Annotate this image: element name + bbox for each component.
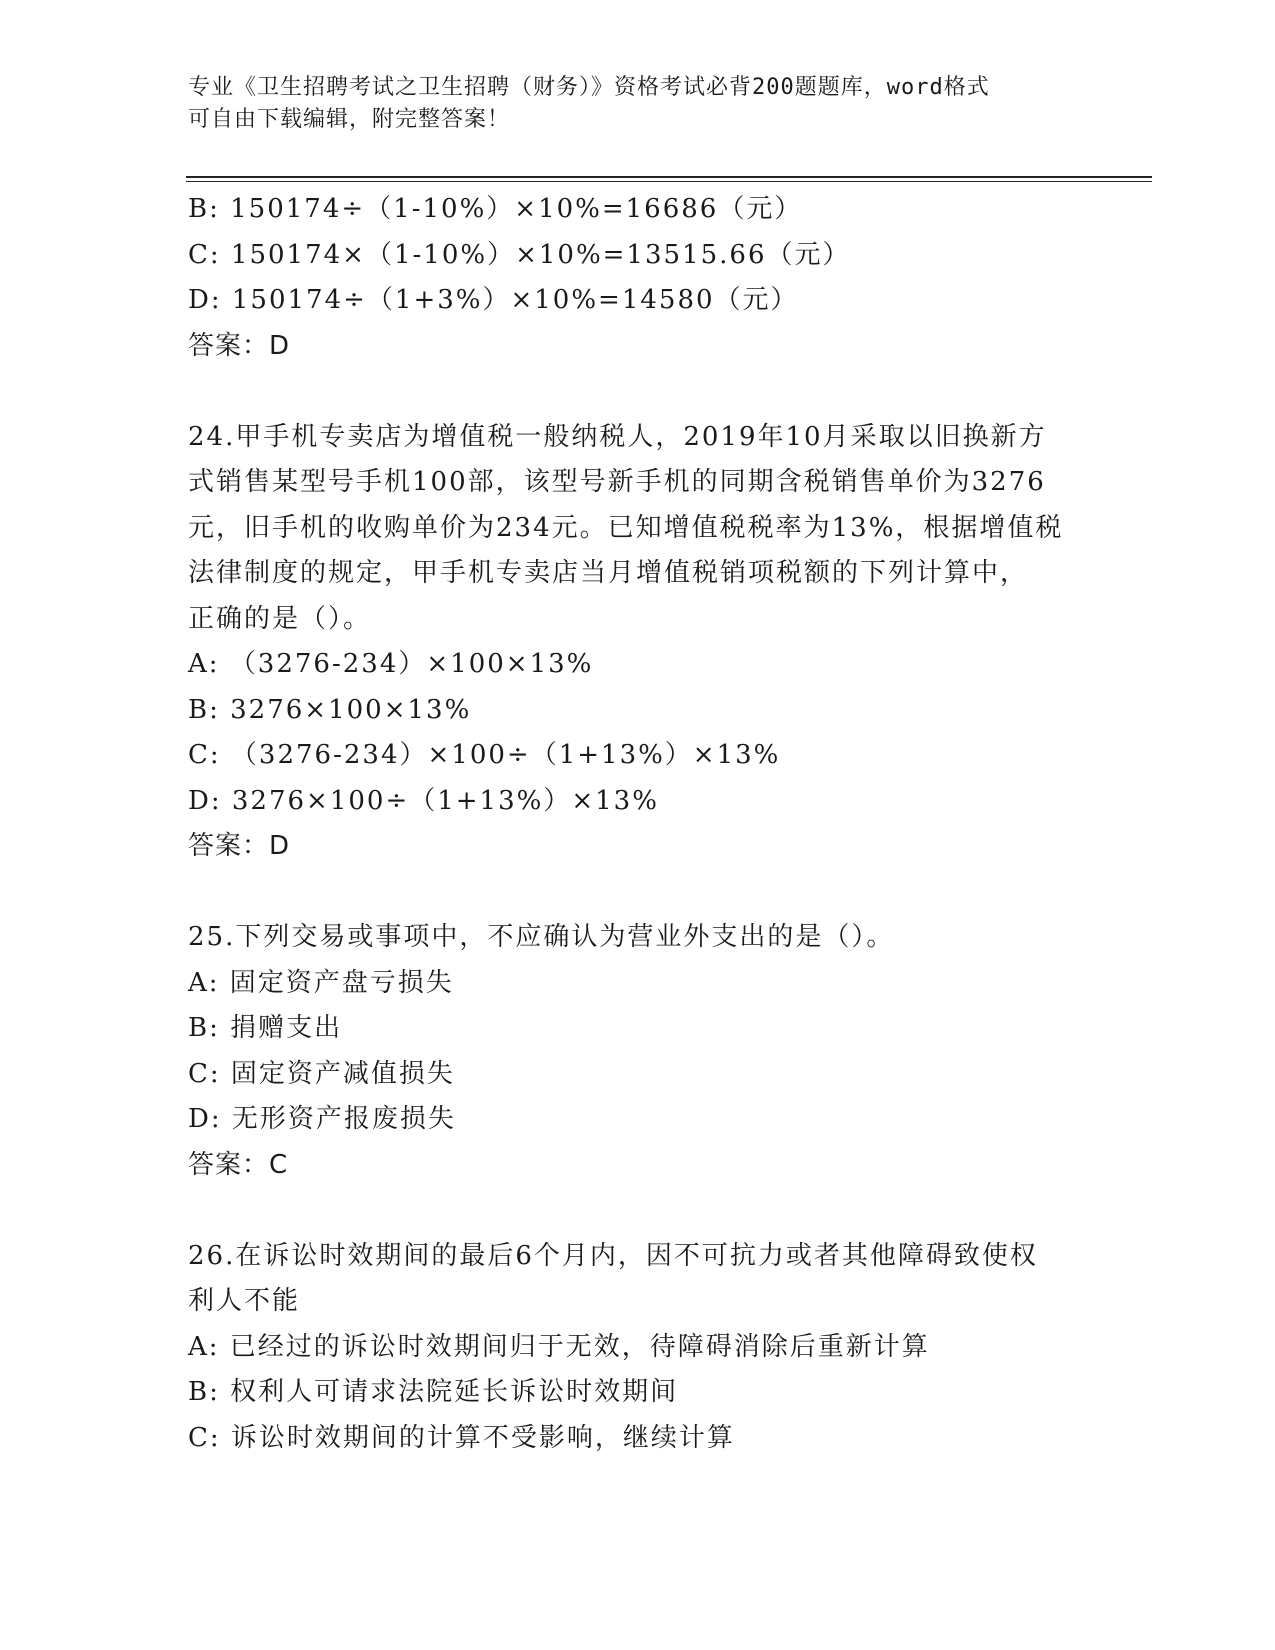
answer: 答案：D bbox=[188, 330, 291, 361]
option-a: A: 已经过的诉讼时效期间归于无效，待障碍消除后重新计算 bbox=[188, 1331, 930, 1362]
option-b: B: 3276×100×13% bbox=[188, 694, 472, 725]
question-text-line: 25.下列交易或事项中，不应确认为营业外支出的是（）。 bbox=[188, 922, 895, 952]
option-d: D: 无形资产报废损失 bbox=[188, 1104, 456, 1134]
header-rule-thick bbox=[186, 176, 1152, 178]
question-26 bbox=[188, 1234, 1088, 1462]
option-d: D: 3276×100÷（1+13%）×13% bbox=[188, 785, 659, 816]
question-text-line: 元，旧手机的收购单价为234元。已知增值税税率为13%，根据增值税 bbox=[188, 512, 1064, 543]
header-rule-thin bbox=[186, 181, 1152, 182]
question-text-line: 24.甲手机专卖店为增值税一般纳税人，2019年10月采取以旧换新方 bbox=[188, 421, 1047, 452]
option-b: B: 捐赠支出 bbox=[188, 1013, 343, 1043]
spacer bbox=[188, 369, 1088, 415]
header-line-2: 可自由下载编辑，附完整答案！ bbox=[188, 107, 511, 132]
option-a: A: （3276-234）×100×13% bbox=[188, 649, 594, 679]
option-c: C: （3276-234）×100÷（1+13%）×13% bbox=[188, 740, 781, 770]
spacer bbox=[188, 870, 1088, 916]
option-c: C: 诉讼时效期间的计算不受影响，继续计算 bbox=[188, 1422, 735, 1453]
option-c: C: 150174×（1-10%）×10%=13515.66（元） bbox=[188, 239, 851, 270]
question-content bbox=[188, 187, 1088, 1461]
document-header bbox=[188, 72, 1088, 136]
option-b: B: 150174÷（1-10%）×10%=16686（元） bbox=[188, 194, 803, 224]
question-text-line: 法律制度的规定，甲手机专卖店当月增值税销项税额的下列计算中， bbox=[188, 558, 1029, 588]
question-text-line: 26.在诉讼时效期间的最后6个月内，因不可抗力或者其他障碍致使权 bbox=[188, 1240, 1038, 1271]
option-a: A: 固定资产盘亏损失 bbox=[188, 967, 454, 998]
question-23-continued bbox=[188, 187, 1088, 369]
spacer bbox=[188, 1188, 1088, 1234]
question-25 bbox=[188, 915, 1088, 1188]
question-text-line: 式销售某型号手机100部，该型号新手机的同期含税销售单价为3276 bbox=[188, 467, 1046, 497]
option-c: C: 固定资产减值损失 bbox=[188, 1058, 455, 1089]
question-text-line: 正确的是（）。 bbox=[188, 603, 372, 634]
question-text-line: 利人不能 bbox=[188, 1286, 301, 1316]
question-24 bbox=[188, 415, 1088, 870]
option-b: B: 权利人可请求法院延长诉讼时效期间 bbox=[188, 1377, 679, 1407]
answer: 答案：D bbox=[188, 831, 291, 861]
answer: 答案：C bbox=[188, 1149, 289, 1180]
header-line-1: 专业《卫生招聘考试之卫生招聘（财务）》资格考试必背200题题库，word格式 bbox=[188, 75, 990, 100]
option-d: D: 150174÷（1+3%）×10%=14580（元） bbox=[188, 285, 799, 315]
